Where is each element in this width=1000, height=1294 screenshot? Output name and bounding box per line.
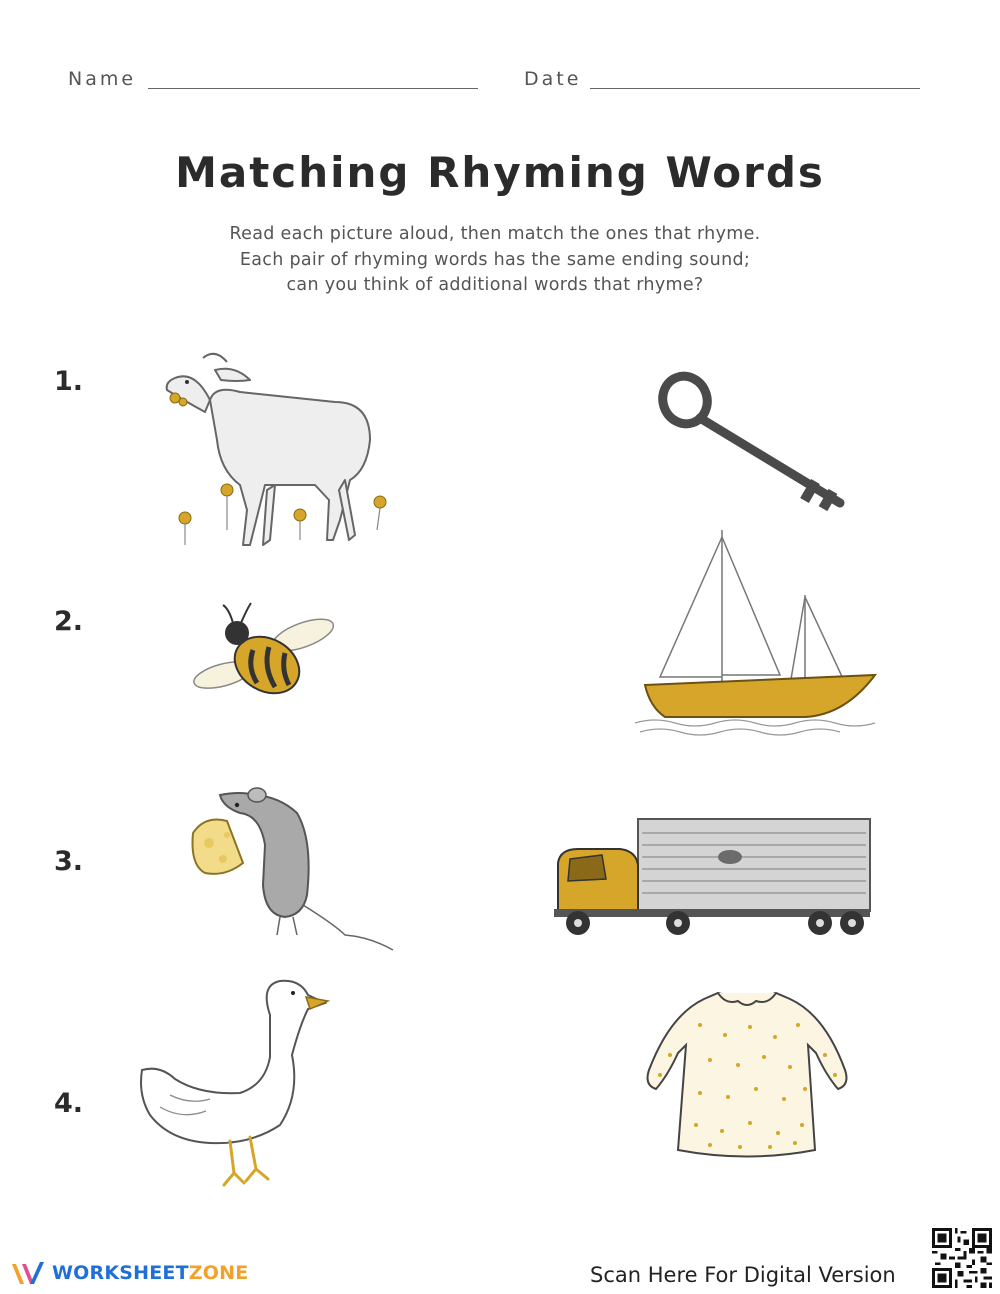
instruction-line: Read each picture aloud, then match the ones that rhyme.: [229, 224, 761, 244]
instruction-line: Each pair of rhyming words has the same ending sound;: [239, 249, 751, 270]
sailboat-icon[interactable]: [630, 525, 880, 740]
row-number-4: 4.: [54, 1088, 84, 1119]
brand-part-1: WORKSHEET: [52, 1262, 189, 1284]
key-icon[interactable]: [655, 368, 855, 518]
dress-icon[interactable]: [640, 985, 855, 1165]
row-number-1: 1.: [54, 366, 84, 397]
date-line[interactable]: [590, 88, 920, 89]
worksheetzone-logo[interactable]: [10, 1256, 248, 1290]
page-title: Matching Rhyming Words: [175, 148, 825, 197]
brand-part-2: ZONE: [188, 1262, 249, 1284]
goat-icon[interactable]: [155, 340, 405, 555]
mouse-icon[interactable]: [185, 785, 400, 955]
instructions: [0, 222, 990, 299]
brand-name: [52, 1262, 248, 1284]
row-number-2: 2.: [54, 606, 84, 637]
worksheetzone-logo-icon: [10, 1258, 46, 1288]
goose-icon[interactable]: [130, 975, 330, 1190]
date-label: Date: [524, 68, 582, 90]
instruction-line: can you think of additional words that rhyme?: [286, 275, 704, 295]
name-label: Name: [68, 68, 137, 90]
name-line[interactable]: [148, 88, 478, 89]
qr-code-icon[interactable]: [932, 1228, 992, 1288]
row-number-3: 3.: [54, 846, 84, 877]
truck-icon[interactable]: [550, 815, 875, 940]
bee-icon[interactable]: [185, 595, 340, 720]
scan-text: Scan Here For Digital Version: [590, 1263, 896, 1287]
